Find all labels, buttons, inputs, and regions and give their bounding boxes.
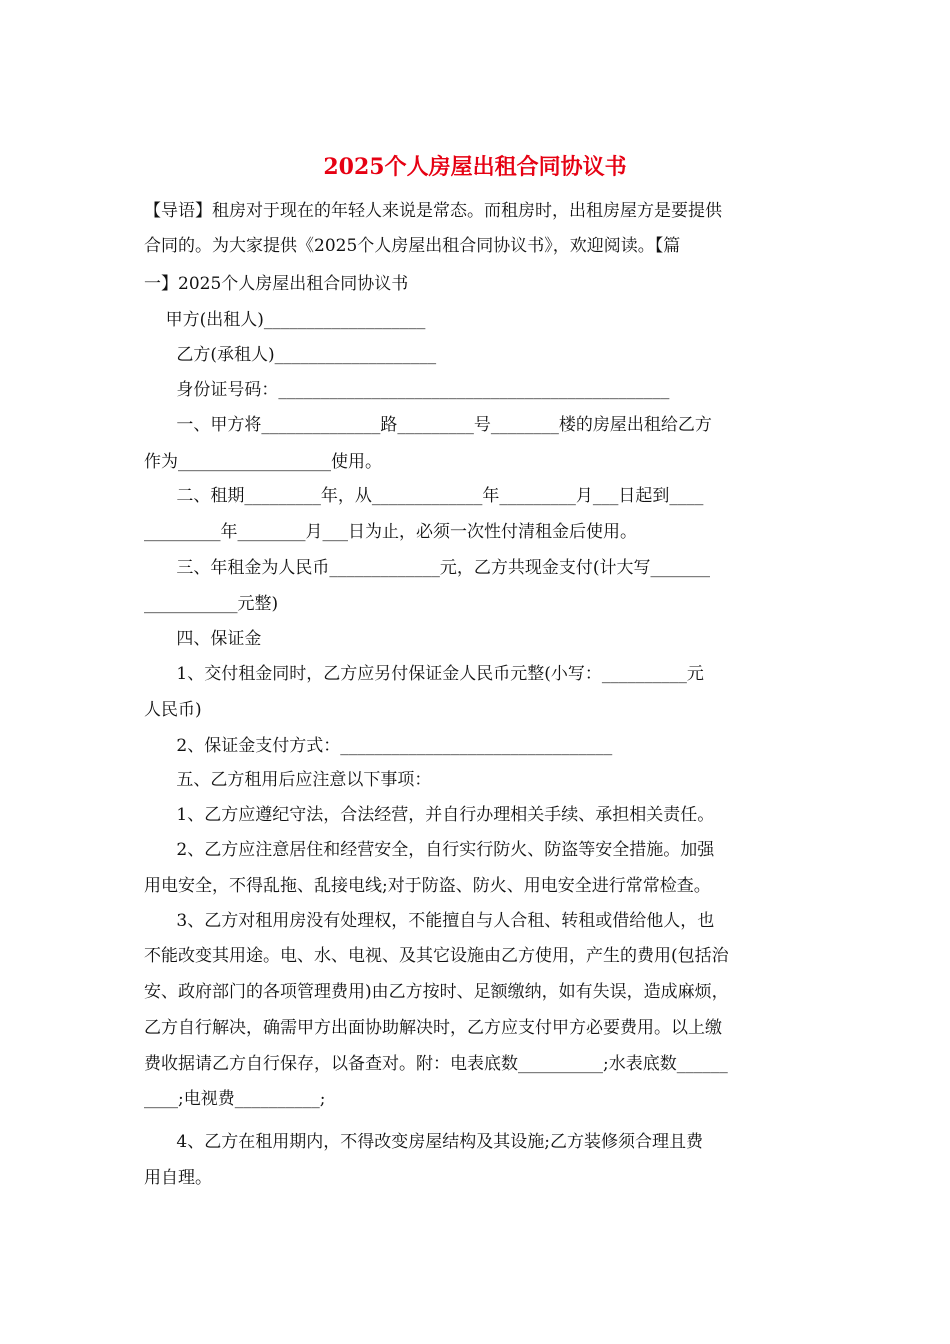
clause-1-line-2: 作为__________________使用。 — [144, 452, 382, 472]
notice-item-3-line-1: 3、乙方对租用房没有处理权，不能擅自与人合租、转租或借给他人，也 — [144, 911, 715, 931]
party-a-line: 甲方(出租人)___________________ — [144, 310, 426, 330]
deposit-item-1-line-1: 1、交付租金同时，乙方应另付保证金人民币元整(小写：__________元 — [144, 664, 704, 684]
notice-item-3-line-6: ____;电视费__________; — [144, 1089, 326, 1109]
intro-line-1: 【导语】租房对于现在的年轻人来说是常态。而租房时，出租房屋方是要提供 — [144, 201, 722, 221]
clause-3-line-2: ___________元整) — [144, 594, 279, 614]
id-number-line: 身份证号码：______________________________________________ — [144, 380, 670, 400]
clause-1-line-1: 一、甲方将______________路_________号________楼的房屋出租给乙方 — [144, 415, 712, 435]
deposit-item-2: 2、保证金支付方式：________________________________ — [144, 736, 613, 756]
clause-5-heading: 五、乙方租用后应注意以下事项： — [144, 770, 432, 790]
notice-item-3-line-3: 安、政府部门的各项管理费用)由乙方按时、足额缴纳，如有失误，造成麻烦， — [144, 982, 729, 1002]
document-title: 2025个人房屋出租合同协议书 — [323, 154, 627, 180]
notice-item-3-line-5: 费收据请乙方自行保存，以备查对。附：电表底数__________;水表底数______ — [144, 1054, 728, 1074]
notice-item-1: 1、乙方应遵纪守法，合法经营，并自行办理相关手续、承担相关责任。 — [144, 805, 715, 825]
notice-item-4-line-2: 用自理。 — [144, 1168, 212, 1188]
notice-item-4-line-1: 4、乙方在租用期内，不得改变房屋结构及其设施;乙方装修须合理且费 — [144, 1132, 703, 1152]
clause-4-heading: 四、保证金 — [144, 629, 262, 649]
notice-item-3-line-4: 乙方自行解决，确需甲方出面协助解决时，乙方应支付甲方必要费用。以上缴 — [144, 1018, 722, 1038]
intro-line-2: 合同的。为大家提供《2025个人房屋出租合同协议书》，欢迎阅读。【篇 — [144, 236, 681, 256]
notice-item-2-line-1: 2、乙方应注意居住和经营安全，自行实行防火、防盗等安全措施。加强 — [144, 840, 715, 860]
clause-2-line-2: _________年________月___日为止，必须一次性付清租金后使用。 — [144, 522, 637, 542]
section-one-heading: 一】2025个人房屋出租合同协议书 — [144, 274, 409, 294]
party-b-line: 乙方(承租人)___________________ — [144, 345, 437, 365]
notice-item-3-line-2: 不能改变其用途。电、水、电视、及其它设施由乙方使用，产生的费用(包括治 — [144, 946, 729, 966]
clause-2-line-1: 二、租期_________年，从_____________年_________月___日起到____ — [144, 486, 704, 506]
clause-3-line-1: 三、年租金为人民币_____________元，乙方共现金支付(计大写_______ — [144, 558, 711, 578]
deposit-item-1-line-2: 人民币) — [144, 700, 202, 720]
notice-item-2-line-2: 用电安全，不得乱拖、乱接电线;对于防盗、防火、用电安全进行常常检查。 — [144, 876, 711, 896]
